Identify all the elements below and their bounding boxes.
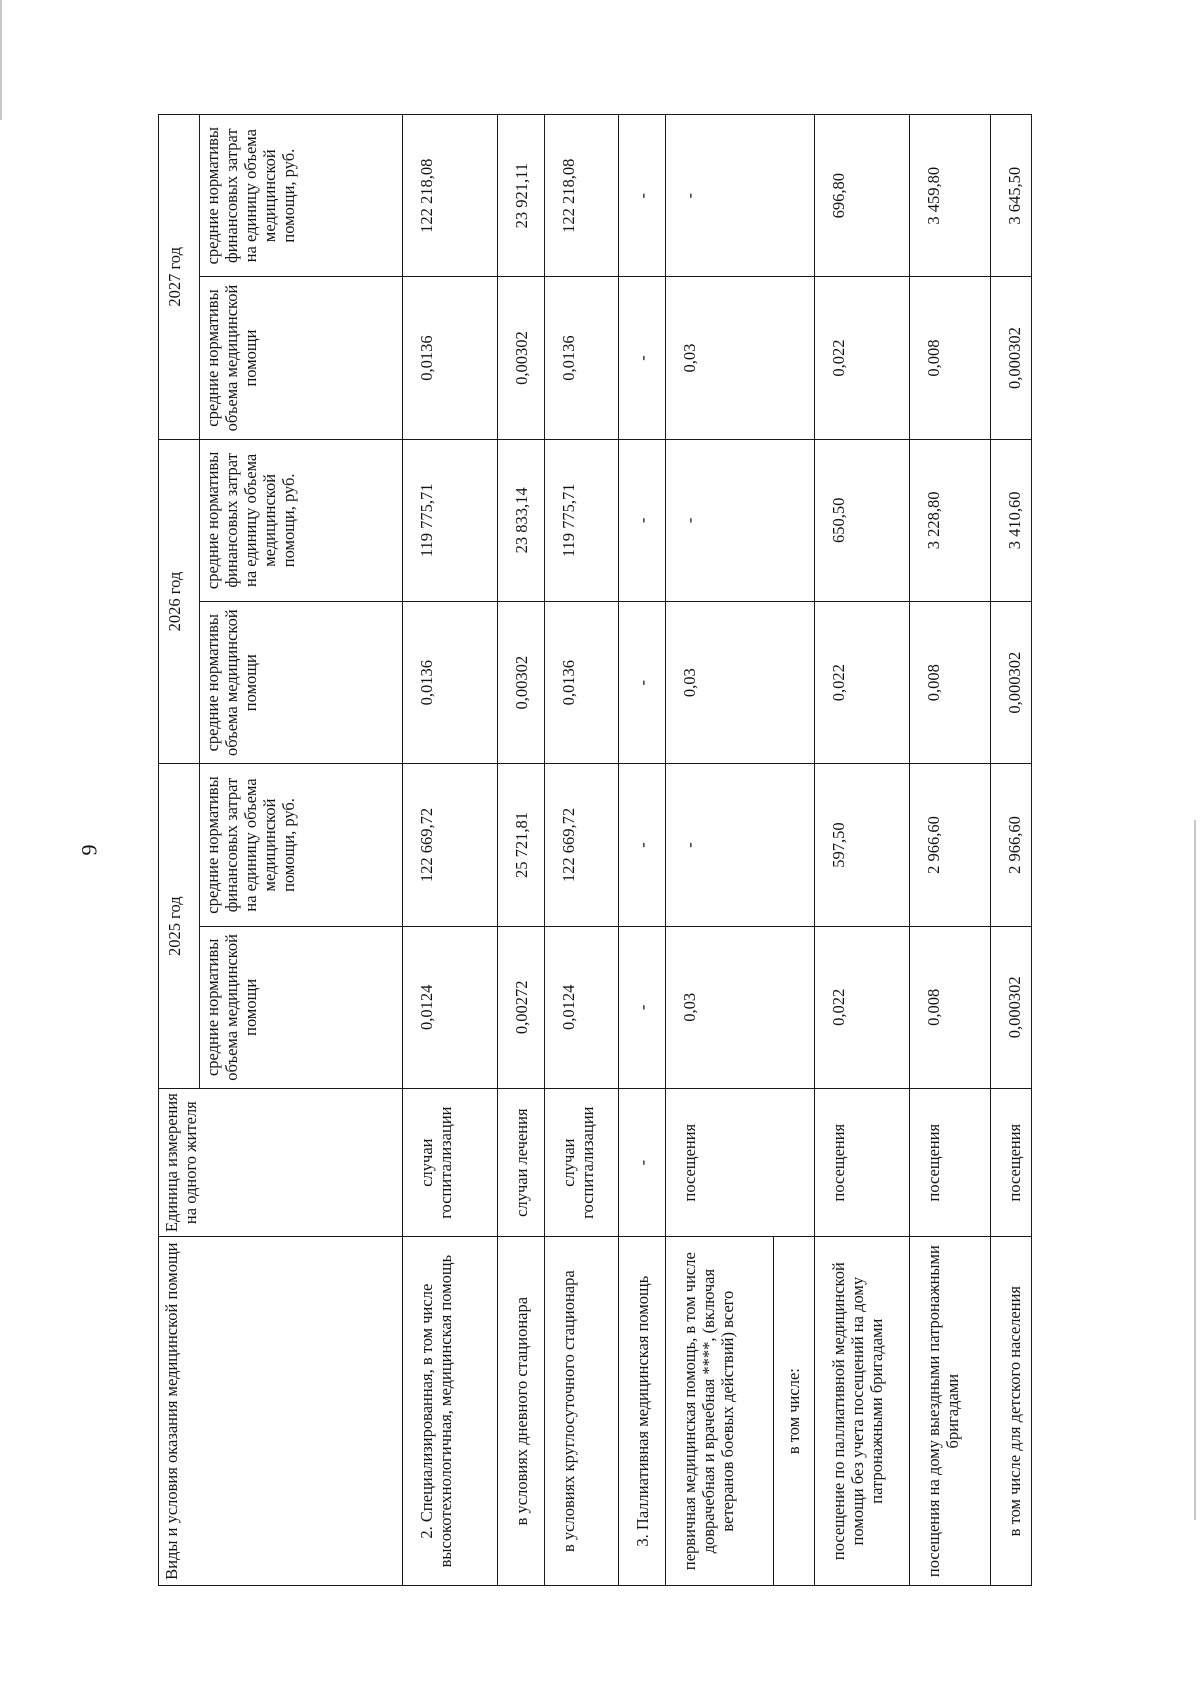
row-volume-2025: 0,0124 <box>402 926 497 1088</box>
row-volume-2027: 0,0136 <box>545 277 618 439</box>
table-row <box>910 115 991 1586</box>
row-cost-2027: 3 459,80 <box>910 115 991 277</box>
row-volume-2025: 0,000302 <box>990 926 1031 1088</box>
row-volume-2027: 0,03 <box>666 277 815 439</box>
row-volume-2026: 0,00302 <box>497 602 545 764</box>
row-volume-2026: 0,0136 <box>545 602 618 764</box>
row-cost-2027: - <box>666 115 815 277</box>
row-type: 3. Паллиативная медицинская помощь <box>618 1237 666 1586</box>
row-cost-2027: 3 645,50 <box>990 115 1031 277</box>
header-type: Виды и условия оказания медицинской помощи <box>159 1237 403 1586</box>
header-cost-2025: средние нормативы финансовых затрат на единицу объема медицинской помощи, руб. <box>200 764 402 926</box>
row-cost-2027: 23 921,11 <box>497 115 545 277</box>
row-cost-2025: 122 669,72 <box>545 764 618 926</box>
table-row <box>497 115 545 1586</box>
header-year-2026: 2026 год <box>159 439 200 764</box>
row-cost-2025: - <box>666 764 815 926</box>
table-row <box>402 115 497 1586</box>
rotated-table <box>158 114 1032 1586</box>
row-volume-2026: - <box>618 602 666 764</box>
row-cost-2026: - <box>618 439 666 601</box>
row-cost-2027: 122 218,08 <box>402 115 497 277</box>
table-row <box>618 115 666 1586</box>
row-volume-2027: 0,000302 <box>990 277 1031 439</box>
header-volume-2027: средние нормативы объема медицинской помощи <box>200 277 402 439</box>
row-cost-2025: - <box>618 764 666 926</box>
row-cost-2025: 2 966,60 <box>990 764 1031 926</box>
header-year-2027: 2027 год <box>159 115 200 440</box>
header-volume-2026: средние нормативы объема медицинской помощи <box>200 602 402 764</box>
row-volume-2025: 0,00272 <box>497 926 545 1088</box>
row-cost-2026: - <box>666 439 815 601</box>
row-cost-2026: 23 833,14 <box>497 439 545 601</box>
row-unit: случаи госпитализации <box>545 1089 618 1237</box>
row-cost-2027: 122 218,08 <box>545 115 618 277</box>
row-volume-2025: 0,008 <box>910 926 991 1088</box>
row-unit: случаи лечения <box>497 1089 545 1237</box>
row-cost-2025: 25 721,81 <box>497 764 545 926</box>
row-type-subheading: в том числе: <box>773 1237 814 1586</box>
row-volume-2026: 0,008 <box>910 602 991 764</box>
row-volume-2026: 0,022 <box>814 602 909 764</box>
row-cost-2026: 650,50 <box>814 439 909 601</box>
row-cost-2027: 696,80 <box>814 115 909 277</box>
row-type: посещение по паллиативной медицинской помощи без учета посещений на дому патронажными бригадами <box>814 1237 909 1586</box>
row-type: 2. Специализированная, в том числе высокотехнологичная, медицинская помощь <box>402 1237 497 1586</box>
table-row <box>990 115 1031 1586</box>
header-cost-2026: средние нормативы финансовых затрат на единицу объема медицинской помощи, руб. <box>200 439 402 601</box>
table-row <box>545 115 618 1586</box>
table-row <box>814 115 909 1586</box>
scan-edge-mark-left <box>0 0 2 120</box>
row-volume-2025: 0,022 <box>814 926 909 1088</box>
row-volume-2025: 0,03 <box>666 926 815 1088</box>
row-type: посещения на дому выездными патронажными бригадами <box>910 1237 991 1586</box>
header-year-2025: 2025 год <box>159 764 200 1089</box>
row-unit: посещения <box>990 1089 1031 1237</box>
table-container <box>158 114 1032 1586</box>
row-cost-2026: 3 228,80 <box>910 439 991 601</box>
row-volume-2026: 0,0136 <box>402 602 497 764</box>
row-cost-2025: 2 966,60 <box>910 764 991 926</box>
row-cost-2026: 3 410,60 <box>990 439 1031 601</box>
row-unit: - <box>618 1089 666 1237</box>
row-type: в условиях круглосуточного стационара <box>545 1237 618 1586</box>
row-type: в условиях дневного стационара <box>497 1237 545 1586</box>
row-cost-2025: 597,50 <box>814 764 909 926</box>
row-cost-2026: 119 775,71 <box>545 439 618 601</box>
row-volume-2027: 0,00302 <box>497 277 545 439</box>
row-type: в том числе для детского населения <box>990 1237 1031 1586</box>
row-unit: случаи госпитализации <box>402 1089 497 1237</box>
header-volume-2025: средние нормативы объема медицинской помощи <box>200 926 402 1088</box>
row-volume-2027: 0,008 <box>910 277 991 439</box>
row-unit: посещения <box>910 1089 991 1237</box>
row-unit: посещения <box>814 1089 909 1237</box>
row-volume-2025: - <box>618 926 666 1088</box>
header-cost-2027: средние нормативы финансовых затрат на единицу объема медицинской помощи, руб. <box>200 115 402 277</box>
row-cost-2025: 122 669,72 <box>402 764 497 926</box>
header-unit: Единица измерения на одного жителя <box>159 1089 403 1237</box>
row-volume-2027: 0,022 <box>814 277 909 439</box>
row-volume-2027: 0,0136 <box>402 277 497 439</box>
row-type: первичная медицинская помощь, в том числе доврачебная и врачебная ****, (включая ветеранов боевых действий) всего <box>666 1237 773 1586</box>
row-volume-2027: - <box>618 277 666 439</box>
table-row <box>666 115 773 1586</box>
page-number: 9 <box>76 844 102 856</box>
medical-norms-table <box>158 114 1032 1586</box>
row-unit: посещения <box>666 1089 815 1237</box>
scan-edge-mark-right <box>1194 820 1196 1520</box>
row-volume-2026: 0,03 <box>666 602 815 764</box>
row-volume-2025: 0,0124 <box>545 926 618 1088</box>
row-volume-2026: 0,000302 <box>990 602 1031 764</box>
row-cost-2026: 119 775,71 <box>402 439 497 601</box>
row-cost-2027: - <box>618 115 666 277</box>
